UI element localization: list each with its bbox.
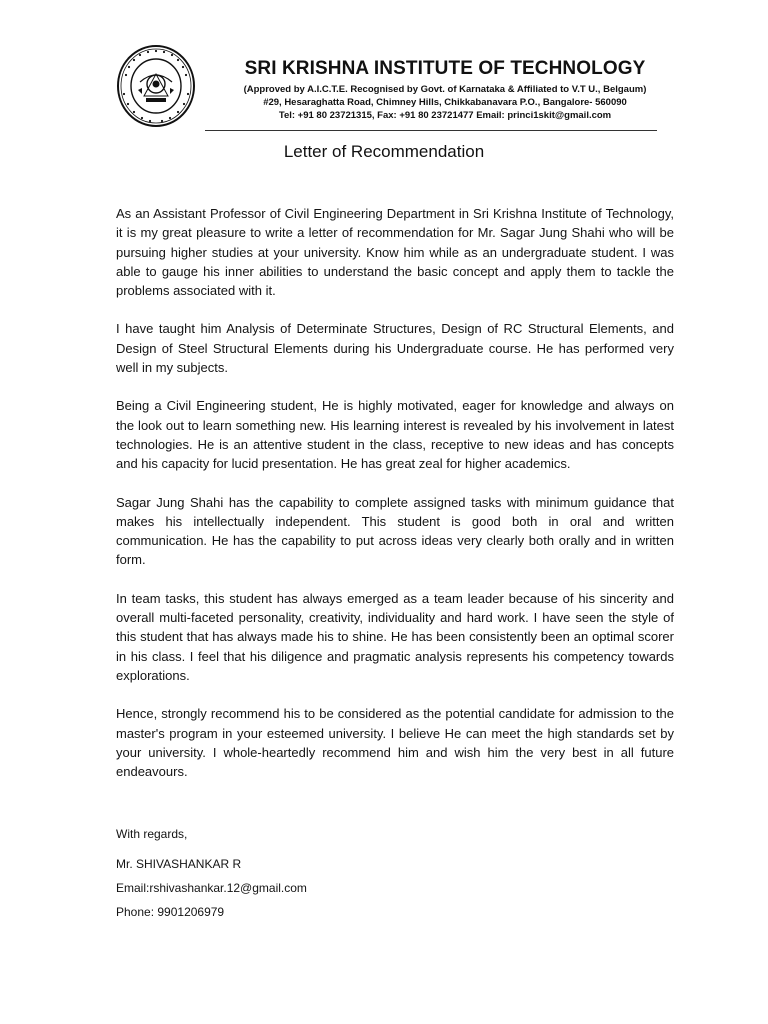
letterhead-divider [205, 130, 657, 131]
letter-closing [116, 826, 676, 920]
closing-salutation: With regards, [116, 827, 188, 841]
institute-seal-icon [116, 44, 196, 128]
institute-approval: (Approved by A.I.C.T.E. Recognised by Govt. of Karnataka & Affiliated to V.T U., Belgaum) [243, 84, 647, 95]
signatory-email: Email:rshivashankar.12@gmail.com [116, 881, 307, 895]
letter-body [116, 204, 674, 800]
paragraph-1: As an Assistant Professor of Civil Engineering Department in Sri Krishna Institute of Technology, it is my great pleasure to write a letter of recommendation for Mr. Sagar Jung Shahi who will be pursuing higher studies at your university. Know him while as an undergraduate student. I was able to gauge his inner abilities to understand the basic concept and apply them to tackle the problems associated with it. [116, 206, 674, 299]
institute-name: SRI KRISHNA INSTITUTE OF TECHNOLOGY [244, 58, 646, 79]
paragraph-3: Being a Civil Engineering student, He is highly motivated, eager for knowledge and always on the look out to learn something new. His learning interest is revealed by his involvement in latest technologies. He is an attentive student in the class, receptive to new ideas and has concepts and his capacity for lucid presentation. He has great zeal for higher academics. [116, 398, 674, 472]
paragraph-2: I have taught him Analysis of Determinate Structures, Design of RC Structural Elements, and Design of Steel Structural Elements during his Undergraduate course. He has performed very well in my subjects. [116, 321, 674, 376]
institute-address: #29, Hesaraghatta Road, Chimney Hills, Chikkabanavara P.O., Bangalore- 560090 [263, 97, 627, 108]
letterhead [240, 58, 650, 122]
signatory-phone: Phone: 9901206979 [116, 905, 225, 919]
paragraph-5: In team tasks, this student has always emerged as a team leader because of his sincerity and overall multi-faceted personality, creativity, individuality and hard work. I have seen the style of this student that has always made his to shine. He has been consistently been an optimal scorer in his class. I feel that his diligence and pragmatic analysis represents his competency towards explorations. [116, 590, 674, 683]
institute-contact: Tel: +91 80 23721315, Fax: +91 80 23721477 Email: princi1skit@gmail.com [278, 110, 612, 121]
letter-title: Letter of Recommendation [283, 142, 485, 161]
paragraph-6: Hence, strongly recommend his to be considered as the potential candidate for admission to the master's program in your esteemed university. I believe He can meet the high standards set by your university. I whole-heartedly recommend him and wish him the very best in all future endeavours. [116, 706, 674, 780]
paragraph-4: Sagar Jung Shahi has the capability to complete assigned tasks with minimum guidance that makes his intellectually independent. This student is good both in oral and written communication. He has the capability to put across ideas very clearly both orally and in written form. [116, 494, 674, 568]
signatory-name: Mr. SHIVASHANKAR R [116, 857, 242, 871]
